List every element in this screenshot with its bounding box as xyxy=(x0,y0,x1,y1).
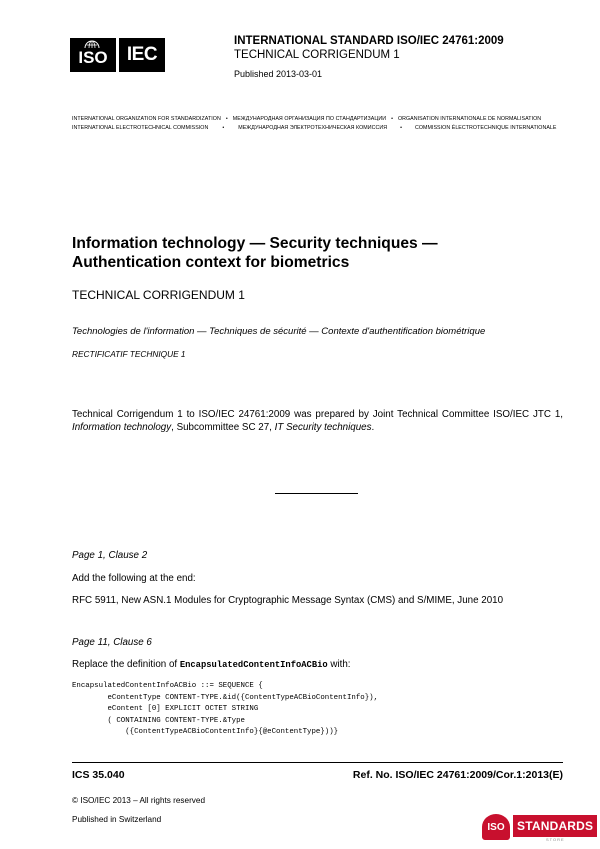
iso-iec-logo xyxy=(70,38,166,72)
section2-instruction: Replace the definition of EncapsulatedContentInfoACBio with: xyxy=(72,659,351,670)
store-label: STANDARDS xyxy=(513,815,597,837)
copyright: © ISO/IEC 2013 – All rights reserved xyxy=(72,796,205,805)
french-title: Technologies de l'information — Techniques de sécurité — Contexte d'authentification biométrique xyxy=(72,326,486,337)
iso-logo: ISO xyxy=(70,38,116,72)
store-iso-mark: ISO xyxy=(482,814,510,840)
org-row-2: INTERNATIONAL ELECTROTECHNICAL COMMISSION • МЕЖДУНАРОДНАЯ ЭЛЕКТРОТЕХНИЧЕСКАЯ КОМИССИЯ • COMMISSION ÉLECTROTECHNIQUE INTERNATIONALE xyxy=(72,125,557,131)
reference-number: Ref. No. ISO/IEC 24761:2009/Cor.1:2013(E) xyxy=(352,769,563,781)
divider xyxy=(275,493,358,494)
standard-title: INTERNATIONAL STANDARD ISO/IEC 24761:2009 xyxy=(234,35,504,47)
section2-heading: Page 11, Clause 6 xyxy=(72,637,152,648)
section1-instruction: Add the following at the end: xyxy=(72,573,196,584)
asn1-code-block: EncapsulatedContentInfoACBio ::= SEQUENCE { eContentType CONTENT-TYPE.&id({ContentTypeACBioContentInfo}), eContent [0] EXPLICIT OCTET STRING ( CONTAINING CONTENT-TYPE.&Type ({ContentTypeACBioContentInfo}{@eContentType}))} xyxy=(72,682,379,736)
corrigendum-label: TECHNICAL CORRIGENDUM 1 xyxy=(72,288,245,302)
globe-icon xyxy=(84,40,100,48)
section1-text: RFC 5911, New ASN.1 Modules for Cryptographic Message Syntax (CMS) and S/MIME, June 2010 xyxy=(72,595,504,606)
published-in: Published in Switzerland xyxy=(72,815,162,824)
store-sub-label: STORE xyxy=(546,837,565,842)
intro-paragraph: Technical Corrigendum 1 to ISO/IEC 24761:2009 was prepared by Joint Technical Committee ISO/IEC JTC 1, Information technology, Subcommittee SC 27, IT Security techniques. xyxy=(72,409,563,433)
footer-rule xyxy=(72,762,563,763)
ics-number: ICS 35.040 xyxy=(72,769,125,781)
section1-heading: Page 1, Clause 2 xyxy=(72,550,148,561)
standard-subtitle: TECHNICAL CORRIGENDUM 1 xyxy=(234,49,400,61)
iec-logo: IEC xyxy=(119,38,165,72)
org-row-1: INTERNATIONAL ORGANIZATION FOR STANDARDIZATION • МЕЖДУНАРОДНАЯ ОРГАНИЗАЦИЯ ПО СТАНДАРТИЗАЦИИ • ORGANISATION INTERNATIONALE DE NORMALISATION xyxy=(72,116,542,122)
published-date: Published 2013-03-01 xyxy=(234,69,323,79)
french-rectificatif: RECTIFICATIF TECHNIQUE 1 xyxy=(72,349,186,359)
document-title: Information technology — Security techniques — Authentication context for biometrics xyxy=(72,235,438,271)
iso-standards-store-badge[interactable] xyxy=(482,812,594,842)
